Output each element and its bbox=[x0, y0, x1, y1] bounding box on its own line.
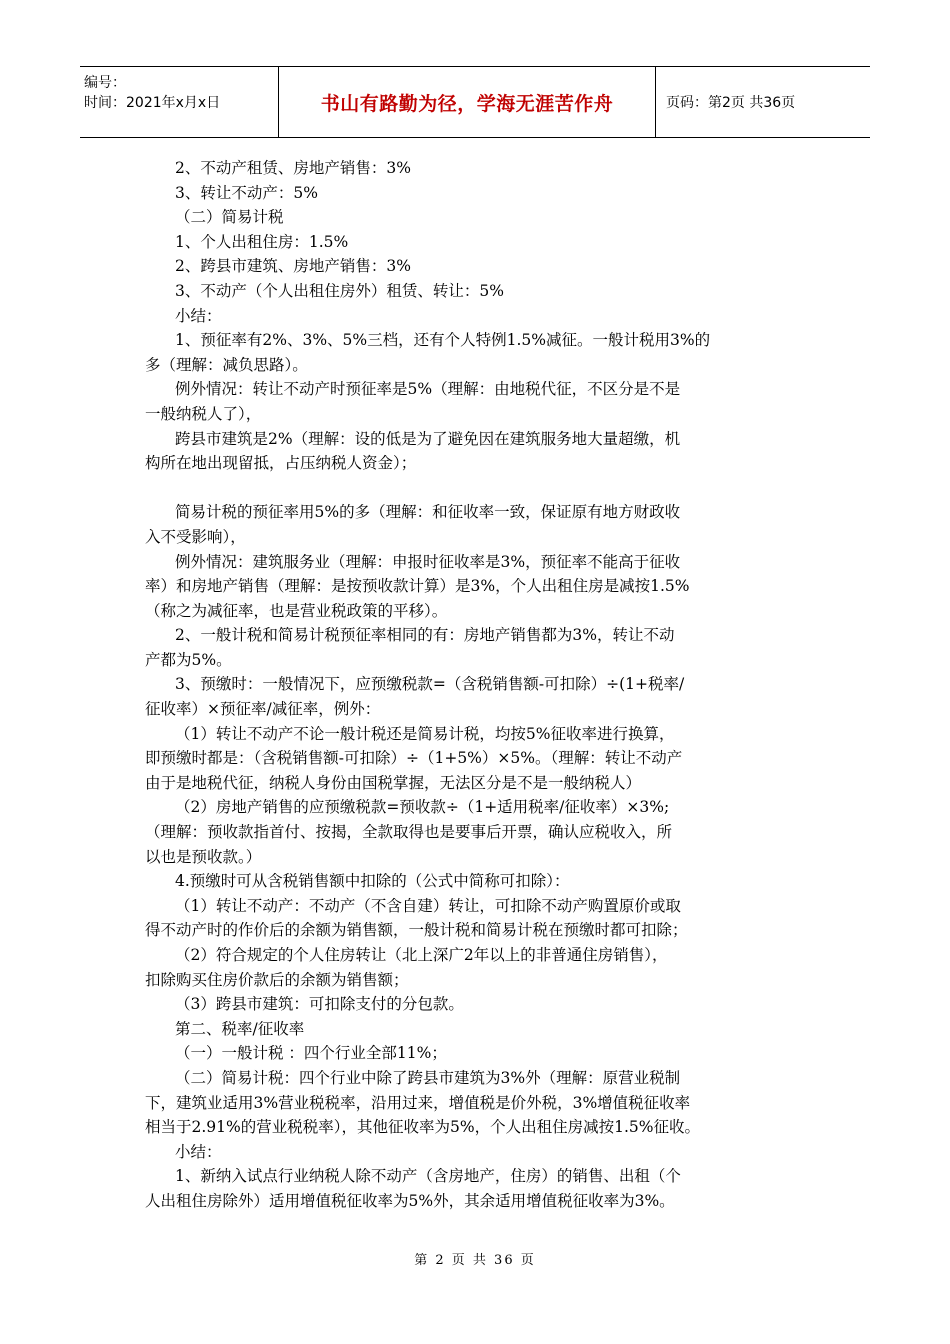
body-line: （称之为减征率，也是营业税政策的平移）。 bbox=[145, 601, 448, 620]
body-line: 即预缴时都是：（含税销售额-可扣除）÷（1+5%）×5%。（理解：转让不动产 bbox=[145, 749, 683, 768]
body-line: 征收率）×预征率/减征率，例外： bbox=[145, 700, 381, 719]
document-number-label: 编号： bbox=[84, 75, 126, 91]
body-line: 简易计税的预征率用5%的多（理解：和征收率一致，保证原有地方财政收 bbox=[175, 503, 681, 522]
body-line: 扣除购买住房价款后的余额为销售额； bbox=[145, 970, 409, 989]
body-line: 多（理解：减负思路）。 bbox=[145, 355, 308, 374]
body-line: 小结： bbox=[175, 306, 222, 325]
document-date-label: 时间：2021年x月x日 bbox=[84, 95, 221, 111]
body-line: 入不受影响）， bbox=[145, 527, 246, 546]
body-line: 2、不动产租赁、房地产销售：3% bbox=[175, 159, 411, 177]
body-line: 下，建筑业适用3%营业税税率，沿用过来，增值税是价外税，3%增值税征收率 bbox=[145, 1093, 691, 1112]
body-line: （1）转让不动产：不动产（不含自建）转让，可扣除不动产购置原价或取 bbox=[175, 896, 681, 915]
body-line: 小结： bbox=[175, 1142, 222, 1161]
body-line: 一般纳税人了）， bbox=[145, 404, 262, 423]
body-line: （一）一般计税 ：四个行业全部11%； bbox=[175, 1044, 447, 1063]
body-line: （2）符合规定的个人住房转让（北上深广2年以上的非普通住房销售）， bbox=[175, 946, 668, 964]
body-line: 以也是预收款。） bbox=[145, 847, 262, 866]
body-line: 跨县市建筑是2%（理解：设的低是为了避免因在建筑服务地大量超缴，机 bbox=[175, 429, 681, 448]
body-line: 得不动产时的作价后的余额为销售额，一般计税和简易计税在预缴时都可扣除； bbox=[145, 921, 688, 940]
body-line: 例外情况：转让不动产时预征率是5%（理解：由地税代征，不区分是不是 bbox=[175, 380, 681, 399]
header-page-info: 页码：第2页 共36页 bbox=[666, 95, 796, 111]
body-line: （1）转让不动产不论一般计税还是简易计税，均按5%征收率进行换算， bbox=[175, 724, 675, 743]
body-line: （二）简易计税 bbox=[175, 208, 284, 227]
body-line: 2、一般计税和简易计税预征率相同的有：房地产销售都为3%，转让不动 bbox=[175, 626, 675, 645]
body-line: 人出租住房除外）适用增值税征收率为5%外，其余适用增值税征收率为3%。 bbox=[145, 1191, 675, 1210]
body-line: （二）简易计税：四个行业中除了跨县市建筑为3%外（理解：原营业税制 bbox=[175, 1068, 681, 1087]
body-line: 1、预征率有2%、3%、5%三档，还有个人特例1.5%减征。一般计税用3%的 bbox=[175, 331, 711, 350]
header-motto: 书山有路勤为径，学海无涯苦作舟 bbox=[279, 67, 656, 137]
blank-line bbox=[145, 476, 813, 501]
body-line: 构所在地出现留抵，占压纳税人资金）； bbox=[145, 454, 417, 473]
body-line: 产都为5%。 bbox=[145, 650, 232, 669]
body-line: 3、预缴时：一般情况下，应预缴税款=（含税销售额-可扣除）÷(1+税率/ bbox=[175, 675, 685, 694]
body-line: 3、转让不动产：5% bbox=[175, 183, 318, 202]
body-line: 由于是地税代征，纳税人身份由国税掌握，无法区分是不是一般纳税人） bbox=[145, 773, 642, 792]
body-line: 例外情况：建筑服务业（理解：申报时征收率是3%，预征率不能高于征收 bbox=[175, 552, 681, 571]
body-line: 率）和房地产销售（理解：是按预收款计算）是3%，个人出租住房是减按1.5% bbox=[145, 577, 690, 596]
body-line: 1、新纳入试点行业纳税人除不动产（含房地产，住房）的销售、出租（个 bbox=[175, 1167, 681, 1186]
header-meta bbox=[80, 67, 279, 137]
page-header bbox=[80, 66, 870, 138]
body-line: 3、不动产（个人出租住房外）租赁、转让：5% bbox=[175, 281, 504, 300]
body-line: 4.预缴时可从含税销售额中扣除的（公式中简称可扣除）： bbox=[175, 872, 570, 891]
body-line: （2）房地产销售的应预缴税款=预收款÷（1+适用税率/征收率）×3%; bbox=[175, 798, 670, 817]
body-line: 第二、税率/征收率 bbox=[175, 1019, 305, 1038]
body-line: 1、个人出租住房：1.5% bbox=[175, 232, 349, 251]
body-line: （3）跨县市建筑：可扣除支付的分包款。 bbox=[175, 995, 464, 1014]
page-footer: 第 2 页 共 36 页 bbox=[414, 1253, 536, 1268]
document-body bbox=[145, 156, 813, 1214]
body-line: （理解：预收款指首付、按揭，全款取得也是要事后开票，确认应税收入，所 bbox=[145, 823, 673, 842]
body-line: 2、跨县市建筑、房地产销售：3% bbox=[175, 257, 411, 276]
body-line: 相当于2.91%的营业税税率），其他征收率为5%，个人出租住房减按1.5%征收。 bbox=[145, 1118, 700, 1137]
